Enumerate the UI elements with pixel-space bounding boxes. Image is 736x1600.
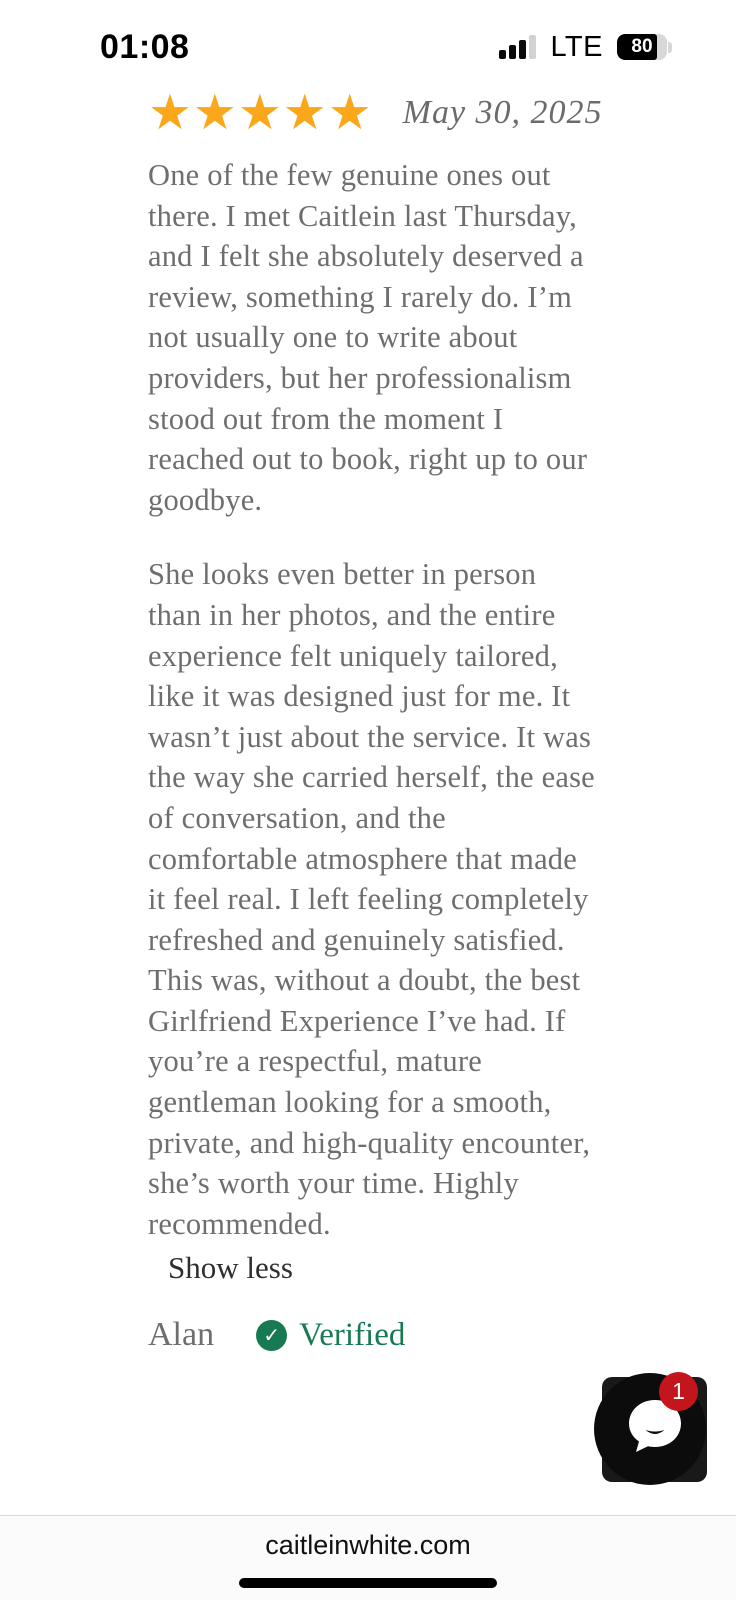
- review-paragraph-1: One of the few genuine ones out there. I met Caitlein last Thursday, and I felt she absolutely deserved a review, something I rarely do. I’m not usually one to write about providers, but her professionalism stood out from the moment I reached out to book, right up to our goodbye.: [148, 158, 588, 517]
- status-icons: [499, 31, 672, 64]
- review-text: [148, 155, 596, 1244]
- verified-badge: [256, 1317, 405, 1354]
- status-bar: [0, 0, 736, 80]
- network-type-label: LTE: [550, 30, 603, 63]
- reviewer-name: Alan: [148, 1316, 215, 1354]
- home-indicator[interactable]: [239, 1578, 497, 1588]
- address-bar-domain[interactable]: caitleinwhite.com: [265, 1530, 471, 1560]
- reviewer-row: [148, 1316, 596, 1354]
- browser-bottom-bar: [0, 1515, 736, 1600]
- battery-percent: 80: [631, 36, 653, 57]
- chat-widget-button[interactable]: [602, 1377, 707, 1482]
- review-card: [148, 84, 603, 1354]
- verified-check-icon: ✓: [256, 1320, 287, 1351]
- verified-label: Verified: [299, 1316, 406, 1353]
- battery-icon: [617, 34, 672, 60]
- five-star-rating-icon: ★★★★★: [148, 84, 373, 141]
- rating-row: [148, 84, 603, 141]
- review-paragraph-2: She looks even better in person than in her photos, and the entire experience felt uniquely tailored, like it was designed just for me. It wasn’t just about the service. It was the way she carried herself, the ease of conversation, and the comfortable atmosphere that made it feel real. I left feeling completely refreshed and genuinely satisfied. This was, without a doubt, the best Girlfriend Experience I’ve had. If you’re a respectful, mature gentleman looking for a smooth, private, and high-quality encounter, she’s worth your time. Highly recommended.: [148, 557, 595, 1241]
- show-less-link[interactable]: Show less: [168, 1250, 293, 1286]
- signal-strength-icon: [499, 35, 536, 59]
- status-time: 01:08: [100, 27, 190, 66]
- review-date: May 30, 2025: [402, 93, 603, 131]
- chat-unread-badge: 1: [659, 1372, 698, 1411]
